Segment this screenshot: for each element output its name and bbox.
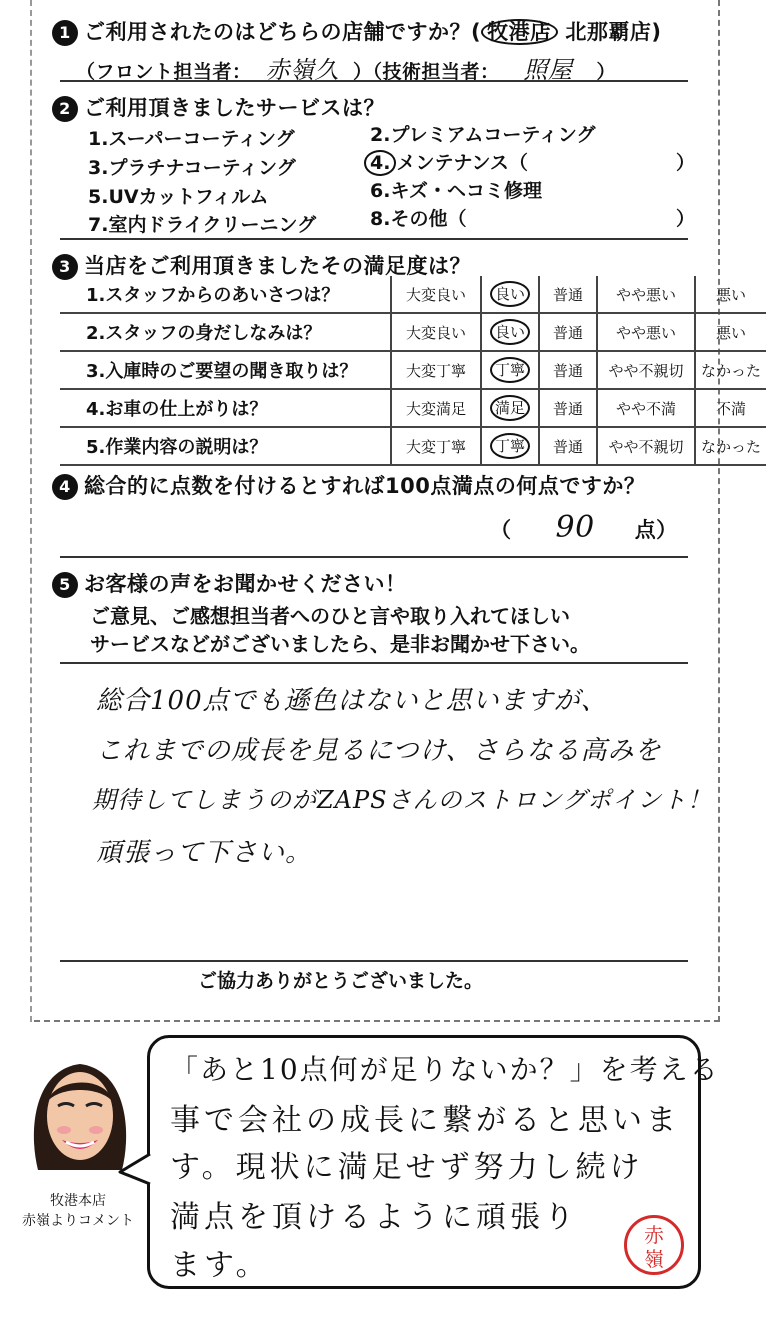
satisfaction-option: 大変丁寧 bbox=[391, 351, 481, 389]
satisfaction-option: 大変良い bbox=[391, 276, 481, 313]
q4-number: 4 bbox=[52, 474, 78, 500]
store-other: 北那覇店 bbox=[565, 20, 652, 44]
satisfaction-option: 大変丁寧 bbox=[391, 427, 481, 465]
selected-option: 良い bbox=[490, 319, 530, 345]
q1-staff: （フロント担当者： 赤嶺久 ）（技術担当者： 照屋 ） bbox=[76, 56, 617, 84]
divider bbox=[60, 556, 688, 558]
divider bbox=[60, 960, 688, 962]
q5-sub-2: サービスなどがございましたら、是非お聞かせ下さい。 bbox=[90, 632, 590, 656]
divider bbox=[60, 662, 688, 664]
satisfaction-row bbox=[60, 389, 766, 427]
satisfaction-option bbox=[481, 389, 539, 427]
satisfaction-item: 1.スタッフからのあいさつは？ bbox=[60, 276, 391, 313]
satisfaction-option: 悪い bbox=[695, 313, 766, 351]
comment-line-4: 満点を頂けるように頑張り bbox=[170, 1200, 578, 1235]
divider bbox=[60, 238, 688, 240]
service-7: 7.室内ドライクリーニング bbox=[88, 214, 317, 236]
service-6: 6.キズ・ヘコミ修理 bbox=[370, 180, 543, 202]
tech-staff-name: 照屋 bbox=[523, 56, 573, 84]
satisfaction-item: 4.お車の仕上がりは？ bbox=[60, 389, 391, 427]
selected-option: 満足 bbox=[490, 395, 530, 421]
service-8: 8.その他（ bbox=[370, 208, 467, 230]
score-value: 90 bbox=[555, 510, 595, 545]
satisfaction-option: やや不親切 bbox=[597, 427, 695, 465]
satisfaction-option: 普通 bbox=[539, 351, 597, 389]
satisfaction-option: 悪い bbox=[695, 276, 766, 313]
satisfaction-option: やや不親切 bbox=[597, 351, 695, 389]
satisfaction-row bbox=[60, 313, 766, 351]
answer-line-3: 期待してしまうのがZAPSさんのストロングポイント！ bbox=[92, 786, 713, 814]
q5-number: 5 bbox=[52, 572, 78, 598]
q3-number: 3 bbox=[52, 254, 78, 280]
front-staff-name: 赤嶺久 bbox=[265, 56, 340, 84]
q2-number: 2 bbox=[52, 96, 78, 122]
bubble-tail bbox=[118, 1150, 152, 1190]
service-4-close: ） bbox=[676, 152, 696, 174]
satisfaction-option: 普通 bbox=[539, 389, 597, 427]
satisfaction-item: 5.作業内容の説明は？ bbox=[60, 427, 391, 465]
satisfaction-option: 大変満足 bbox=[391, 389, 481, 427]
satisfaction-option: 普通 bbox=[539, 276, 597, 313]
divider bbox=[60, 80, 688, 82]
signature-stamp: 赤 嶺 bbox=[624, 1215, 684, 1275]
satisfaction-option: やや不満 bbox=[597, 389, 695, 427]
comment-line-2: 事で会社の成長に繋がると思いま bbox=[170, 1103, 680, 1138]
q1-question: 1 ご利用されたのはどちらの店舗ですか？( 牧港店 北那覇店) bbox=[52, 16, 662, 46]
q4-answer: （ 90 点） bbox=[490, 510, 678, 545]
q5-sub-1: ご意見、ご感想担当者へのひと言や取り入れてほしい bbox=[90, 604, 570, 628]
satisfaction-option: なかった bbox=[695, 427, 766, 465]
satisfaction-row bbox=[60, 427, 766, 465]
q3-question: 3 当店をご利用頂きましたその満足度は？ bbox=[52, 250, 471, 280]
service-8-close: ） bbox=[676, 208, 696, 230]
service-4: 4. メンテナンス（ bbox=[364, 148, 528, 176]
satisfaction-option: なかった bbox=[695, 351, 766, 389]
service-4-mark: 4. bbox=[364, 150, 396, 176]
answer-line-2: これまでの成長を見るにつけ、さらなる高みを bbox=[96, 736, 662, 766]
cut-line bbox=[30, 0, 36, 1022]
answer-line-1: 総合100点でも遜色はないと思いますが、 bbox=[96, 686, 608, 716]
satisfaction-option: やや悪い bbox=[597, 313, 695, 351]
service-5: 5.UVカットフィルム bbox=[88, 186, 269, 208]
satisfaction-row bbox=[60, 276, 766, 313]
q1-number: 1 bbox=[52, 20, 78, 46]
comment-line-1: 「あと10点何が足りないか？」を考える bbox=[170, 1053, 720, 1086]
selected-option: 丁寧 bbox=[490, 433, 530, 459]
q5-question: 5 お客様の声をお聞かせください！ bbox=[52, 568, 407, 598]
caption-line-2: 赤嶺よりコメント bbox=[22, 1213, 134, 1229]
store-selected: 牧港店 bbox=[481, 19, 558, 45]
satisfaction-option bbox=[481, 427, 539, 465]
service-1: 1.スーパーコーティング bbox=[88, 128, 295, 150]
selected-option: 丁寧 bbox=[490, 357, 530, 383]
satisfaction-table bbox=[60, 276, 766, 466]
satisfaction-option: 大変良い bbox=[391, 313, 481, 351]
answer-line-4: 頑張って下さい。 bbox=[96, 838, 313, 868]
q4-question: 4 総合的に点数を付けるとすれば100点満点の何点ですか？ bbox=[52, 470, 645, 500]
satisfaction-option: 普通 bbox=[539, 313, 597, 351]
satisfaction-option: やや悪い bbox=[597, 276, 695, 313]
service-3: 3.プラチナコーティング bbox=[88, 157, 296, 179]
comment-line-5: ます。 bbox=[170, 1248, 270, 1283]
comment-line-3: す。現状に満足せず努力し続け bbox=[170, 1150, 644, 1185]
satisfaction-option: 普通 bbox=[539, 427, 597, 465]
selected-option: 良い bbox=[490, 281, 530, 307]
satisfaction-item: 2.スタッフの身だしなみは？ bbox=[60, 313, 391, 351]
service-2: 2.プレミアムコーティング bbox=[370, 124, 596, 146]
satisfaction-row bbox=[60, 351, 766, 389]
satisfaction-option bbox=[481, 276, 539, 313]
satisfaction-option: 不満 bbox=[695, 389, 766, 427]
caption-line-1: 牧港本店 bbox=[50, 1193, 106, 1209]
q2-question: 2 ご利用頂きましたサービスは？ bbox=[52, 92, 385, 122]
thanks-text: ご協力ありがとうございました。 bbox=[198, 970, 484, 992]
satisfaction-option bbox=[481, 313, 539, 351]
satisfaction-item: 3.入庫時のご要望の聞き取りは？ bbox=[60, 351, 391, 389]
satisfaction-option bbox=[481, 351, 539, 389]
